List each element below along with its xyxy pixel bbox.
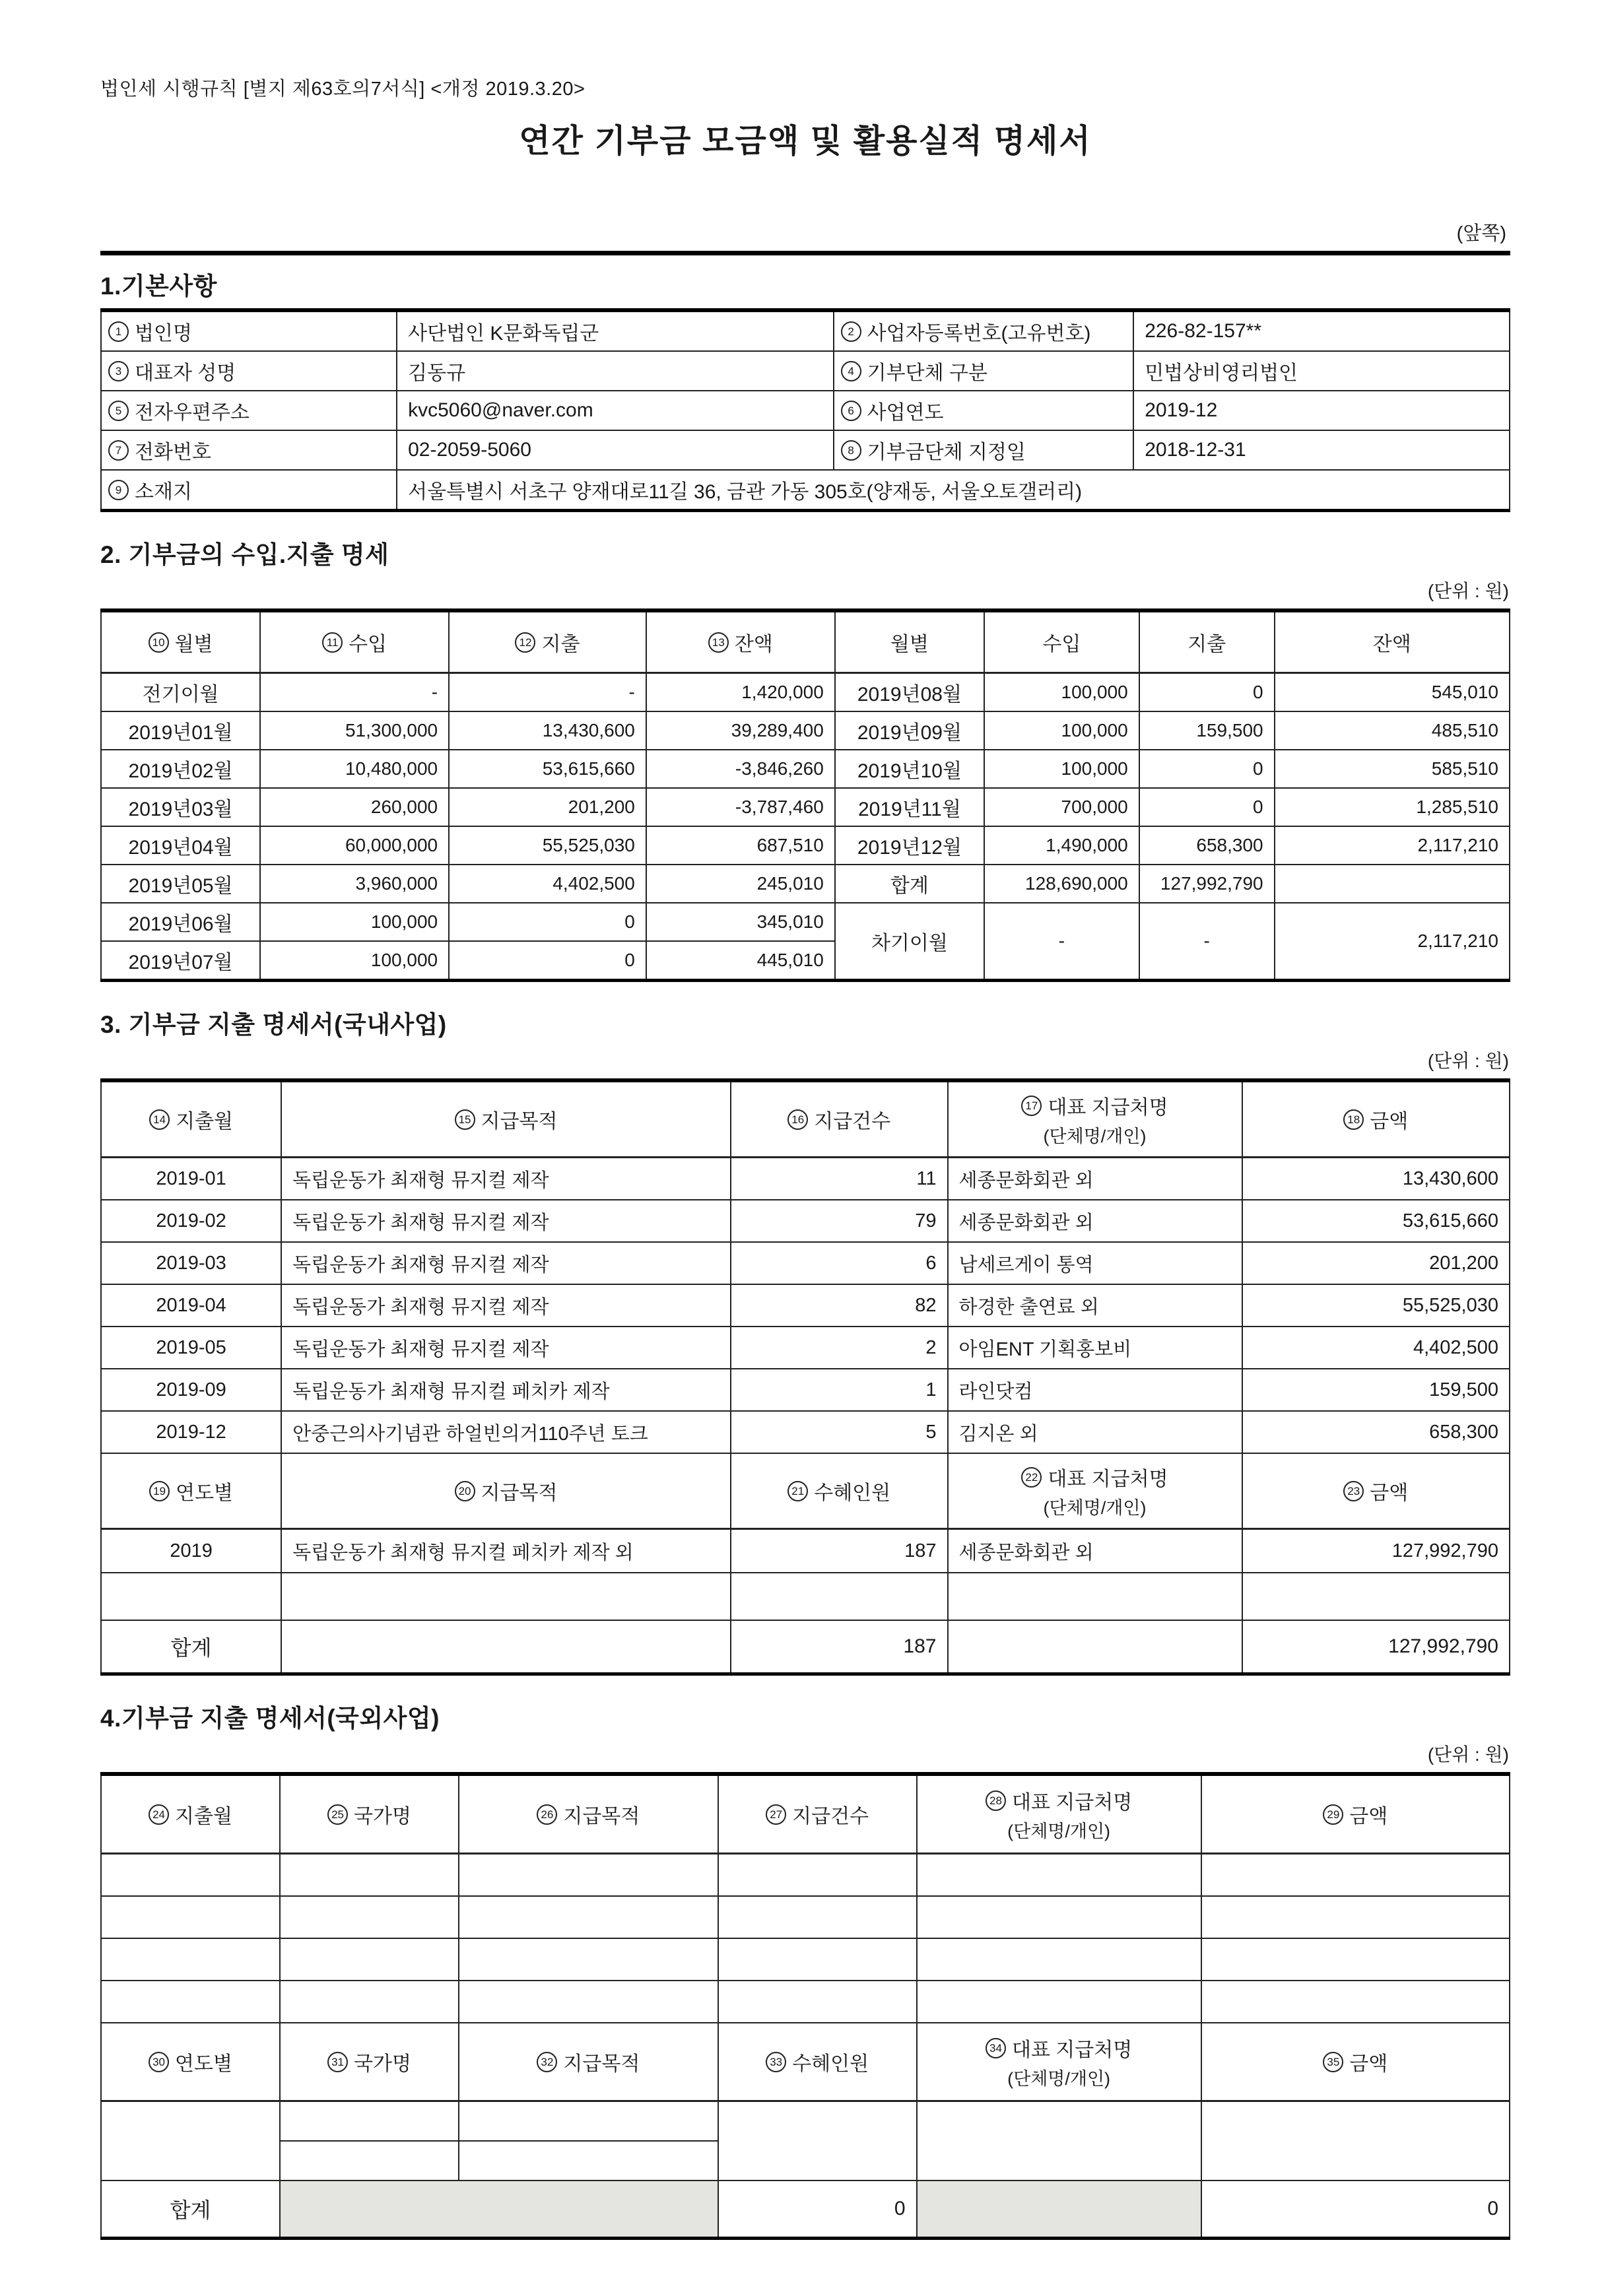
expense-cell: 0 bbox=[1139, 673, 1275, 712]
field-value: 사단법인 K문화독립군 bbox=[397, 310, 834, 351]
circled-number: 1 bbox=[108, 321, 129, 342]
empty-cell bbox=[718, 2101, 917, 2181]
empty-cell bbox=[280, 2141, 459, 2181]
col-header-month: 24 지출월 bbox=[101, 1774, 280, 1854]
purpose-cell: 안중근의사기념관 하얼빈의거110주년 토크 bbox=[281, 1411, 731, 1453]
col-header-count: 21 수혜인원 bbox=[731, 1453, 948, 1529]
circled-number: 19 bbox=[149, 1481, 170, 1501]
empty-row bbox=[101, 1981, 1510, 2023]
circled-number: 32 bbox=[537, 2052, 557, 2072]
col-header-count: 33 수혜인원 bbox=[718, 2023, 917, 2101]
col-header-amount: 23 금액 bbox=[1242, 1453, 1510, 1529]
col-header-expense2: 지출 bbox=[1139, 610, 1275, 673]
table-row bbox=[101, 826, 1510, 865]
payee-cell: 하경한 출연료 외 bbox=[948, 1284, 1242, 1327]
total-row bbox=[101, 2181, 1510, 2239]
empty-cell bbox=[459, 1854, 718, 1897]
circled-number: 20 bbox=[455, 1481, 475, 1501]
circled-number: 15 bbox=[455, 1109, 475, 1130]
table-row bbox=[101, 903, 1510, 941]
balance-cell: 2,117,210 bbox=[1275, 826, 1510, 865]
payee-cell: 아임ENT 기획홍보비 bbox=[948, 1327, 1242, 1369]
col-header-amount: 29 금액 bbox=[1201, 1774, 1510, 1854]
month-cell: 2019년07월 bbox=[101, 941, 260, 981]
col-header-country: 31 국가명 bbox=[280, 2023, 459, 2101]
month-cell: 전기이월 bbox=[101, 673, 260, 712]
empty-cell bbox=[459, 2101, 718, 2142]
expense-cell: 127,992,790 bbox=[1139, 865, 1275, 903]
purpose-cell: 독립운동가 최재형 뮤지컬 페치카 제작 외 bbox=[281, 1529, 731, 1573]
circled-number: 25 bbox=[327, 1804, 348, 1825]
total-label: 합계 bbox=[101, 1620, 281, 1674]
empty-cell bbox=[718, 1854, 917, 1897]
circled-number: 7 bbox=[108, 440, 129, 461]
expense-cell: 55,525,030 bbox=[449, 826, 646, 865]
empty-cell bbox=[280, 1896, 459, 1938]
income-cell: 260,000 bbox=[260, 788, 449, 826]
circled-number: 4 bbox=[841, 361, 861, 381]
empty-cell bbox=[280, 1854, 459, 1897]
empty-cell bbox=[101, 1981, 280, 2023]
circled-number: 18 bbox=[1343, 1109, 1364, 1130]
shaded-cell bbox=[280, 2181, 718, 2239]
total-label: 합계 bbox=[101, 2181, 280, 2239]
table-row bbox=[101, 1529, 1510, 1573]
purpose-cell: 독립운동가 최재형 뮤지컬 페치카 제작 bbox=[281, 1369, 731, 1411]
header-row bbox=[101, 2023, 1510, 2101]
balance-cell: 1,420,000 bbox=[646, 673, 835, 712]
balance-cell: 687,510 bbox=[646, 826, 835, 865]
income-cell: 100,000 bbox=[260, 903, 449, 941]
field-label: 4 기부단체 구분 bbox=[834, 351, 1134, 391]
income-cell: 100,000 bbox=[984, 673, 1139, 712]
circled-number: 35 bbox=[1323, 2052, 1343, 2072]
balance-cell bbox=[1275, 865, 1510, 903]
header-row bbox=[101, 1453, 1510, 1529]
balance-cell: 345,010 bbox=[646, 903, 835, 941]
col-header-expense: 12 지출 bbox=[449, 610, 646, 673]
table-row bbox=[101, 711, 1510, 750]
basic-info-table bbox=[100, 308, 1510, 512]
circled-number: 27 bbox=[766, 1804, 786, 1825]
monthly-io-table bbox=[100, 608, 1510, 982]
circled-number: 9 bbox=[108, 480, 129, 500]
expense-cell: - bbox=[1139, 903, 1275, 981]
balance-cell: 445,010 bbox=[646, 941, 835, 981]
table-row bbox=[101, 430, 1510, 470]
empty-cell bbox=[101, 1938, 280, 1981]
empty-cell bbox=[280, 1938, 459, 1981]
amount-cell: 55,525,030 bbox=[1242, 1284, 1510, 1327]
empty-cell bbox=[718, 1938, 917, 1981]
purpose-cell: 독립운동가 최재형 뮤지컬 제작 bbox=[281, 1284, 731, 1327]
amount-cell: 0 bbox=[1201, 2181, 1510, 2239]
count-cell: 82 bbox=[731, 1284, 948, 1327]
empty-cell bbox=[101, 2101, 280, 2181]
expense-cell: 159,500 bbox=[1139, 711, 1275, 750]
expense-cell: 0 bbox=[449, 903, 646, 941]
table-row bbox=[101, 1327, 1510, 1369]
month-cell: 2019-05 bbox=[101, 1327, 281, 1369]
amount-cell: 127,992,790 bbox=[1242, 1529, 1510, 1573]
table-row bbox=[101, 788, 1510, 826]
col-header-count: 27 지급건수 bbox=[718, 1774, 917, 1854]
circled-number: 31 bbox=[327, 2052, 348, 2072]
payee-cell: 라인닷컴 bbox=[948, 1369, 1242, 1411]
payee-cell: 김지온 외 bbox=[948, 1411, 1242, 1453]
balance-cell: 2,117,210 bbox=[1275, 903, 1510, 981]
col-header-count: 16 지급건수 bbox=[731, 1080, 948, 1158]
horizontal-rule bbox=[100, 251, 1510, 255]
col-header-month2: 월별 bbox=[835, 610, 984, 673]
table-row bbox=[101, 470, 1510, 511]
purpose-cell: 독립운동가 최재형 뮤지컬 제작 bbox=[281, 1158, 731, 1200]
domestic-expense-table bbox=[100, 1078, 1510, 1676]
circled-number: 11 bbox=[322, 632, 343, 653]
circled-number: 13 bbox=[708, 632, 729, 653]
unit-label: (단위 : 원) bbox=[1427, 1051, 1509, 1071]
circled-number: 23 bbox=[1343, 1481, 1364, 1501]
empty-cell bbox=[917, 1854, 1201, 1897]
amount-cell: 127,992,790 bbox=[1242, 1620, 1510, 1674]
empty-cell bbox=[917, 1896, 1201, 1938]
unit-label: (단위 : 원) bbox=[1427, 581, 1509, 601]
count-cell: 5 bbox=[731, 1411, 948, 1453]
total-label: 합계 bbox=[835, 865, 984, 903]
circled-number: 22 bbox=[1021, 1467, 1042, 1488]
field-value: 2019-12 bbox=[1133, 391, 1510, 430]
col-header-year: 30 연도별 bbox=[101, 2023, 280, 2101]
circled-number: 17 bbox=[1021, 1096, 1042, 1116]
expense-cell: 658,300 bbox=[1139, 826, 1275, 865]
field-value: 김동규 bbox=[397, 351, 834, 391]
circled-number: 29 bbox=[1323, 1804, 1343, 1825]
month-cell: 2019년04월 bbox=[101, 826, 260, 865]
balance-cell: 585,510 bbox=[1275, 750, 1510, 788]
income-cell: 100,000 bbox=[984, 750, 1139, 788]
field-value: 02-2059-5060 bbox=[397, 430, 834, 470]
total-row bbox=[101, 1620, 1510, 1674]
circled-number: 12 bbox=[515, 632, 535, 653]
unit-label: (단위 : 원) bbox=[1427, 1744, 1509, 1765]
empty-row bbox=[101, 1896, 1510, 1938]
empty-cell bbox=[1242, 1573, 1510, 1620]
month-cell: 2019년09월 bbox=[835, 711, 984, 750]
income-cell: 1,490,000 bbox=[984, 826, 1139, 865]
count-cell: 1 bbox=[731, 1369, 948, 1411]
purpose-cell: 독립운동가 최재형 뮤지컬 제작 bbox=[281, 1200, 731, 1242]
count-cell: 11 bbox=[731, 1158, 948, 1200]
month-cell: 2019년11월 bbox=[835, 788, 984, 826]
field-label: 2 사업자등록번호(고유번호) bbox=[834, 310, 1134, 351]
section3-heading: 3. 기부금 지출 명세서(국내사업) bbox=[100, 1011, 447, 1038]
regulation-note: 법인세 시행규칙 [별지 제63호의7서식] <개정 2019.3.20> bbox=[100, 79, 586, 100]
empty-row bbox=[101, 1854, 1510, 1897]
field-label: 1 법인명 bbox=[101, 310, 397, 351]
empty-cell bbox=[948, 1620, 1242, 1674]
empty-cell bbox=[917, 1981, 1201, 2023]
field-label: 7 전화번호 bbox=[101, 430, 397, 470]
col-header-payee: 22 대표 지급처명 (단체명/개인) bbox=[948, 1453, 1242, 1529]
balance-cell: 1,285,510 bbox=[1275, 788, 1510, 826]
field-value: 민법상비영리법인 bbox=[1133, 351, 1510, 391]
col-header-month: 14 지출월 bbox=[101, 1080, 281, 1158]
month-cell: 2019년08월 bbox=[835, 673, 984, 712]
empty-row bbox=[101, 2101, 1510, 2142]
month-cell: 2019년02월 bbox=[101, 750, 260, 788]
table-row bbox=[101, 391, 1510, 430]
col-header-income: 11 수입 bbox=[260, 610, 449, 673]
month-cell: 2019-01 bbox=[101, 1158, 281, 1200]
expense-cell: - bbox=[449, 673, 646, 712]
balance-cell: 245,010 bbox=[646, 865, 835, 903]
month-cell: 2019-09 bbox=[101, 1369, 281, 1411]
balance-cell: -3,787,460 bbox=[646, 788, 835, 826]
table-row bbox=[101, 310, 1510, 351]
empty-cell bbox=[1201, 1896, 1510, 1938]
count-cell: 2 bbox=[731, 1327, 948, 1369]
circled-number: 5 bbox=[108, 401, 129, 421]
balance-cell: 39,289,400 bbox=[646, 711, 835, 750]
count-cell: 0 bbox=[718, 2181, 917, 2239]
amount-cell: 4,402,500 bbox=[1242, 1327, 1510, 1369]
col-header-year: 19 연도별 bbox=[101, 1453, 281, 1529]
month-cell: 2019년06월 bbox=[101, 903, 260, 941]
month-cell: 2019-02 bbox=[101, 1200, 281, 1242]
month-cell: 2019-04 bbox=[101, 1284, 281, 1327]
col-header-purpose: 26 지급목적 bbox=[459, 1774, 718, 1854]
table-row bbox=[101, 1411, 1510, 1453]
table-row bbox=[101, 1284, 1510, 1327]
section2-heading: 2. 기부금의 수입.지출 명세 bbox=[100, 541, 389, 568]
table-row bbox=[101, 865, 1510, 903]
income-cell: 60,000,000 bbox=[260, 826, 449, 865]
col-header-country: 25 국가명 bbox=[280, 1774, 459, 1854]
col-header-payee: 34 대표 지급처명 (단체명/개인) bbox=[917, 2023, 1201, 2101]
income-cell: 100,000 bbox=[260, 941, 449, 981]
income-cell: 100,000 bbox=[984, 711, 1139, 750]
empty-cell bbox=[917, 1938, 1201, 1981]
field-label: 6 사업연도 bbox=[834, 391, 1134, 430]
expense-cell: 201,200 bbox=[449, 788, 646, 826]
income-cell: - bbox=[984, 903, 1139, 981]
payee-cell: 남세르게이 통역 bbox=[948, 1242, 1242, 1284]
field-value: kvc5060@naver.com bbox=[397, 391, 834, 430]
circled-number: 30 bbox=[149, 2052, 169, 2072]
income-cell: 128,690,000 bbox=[984, 865, 1139, 903]
empty-cell bbox=[281, 1573, 731, 1620]
payee-cell: 세종문화회관 외 bbox=[948, 1529, 1242, 1573]
overseas-expense-table bbox=[100, 1772, 1510, 2240]
amount-cell: 13,430,600 bbox=[1242, 1158, 1510, 1200]
field-value-address: 서울특별시 서초구 양재대로11길 36, 금관 가동 305호(양재동, 서울오토갤러리) bbox=[397, 470, 1510, 511]
header-row bbox=[101, 1080, 1510, 1158]
year-cell: 2019 bbox=[101, 1529, 281, 1573]
empty-cell bbox=[917, 2101, 1201, 2181]
empty-cell bbox=[459, 1981, 718, 2023]
circled-number: 26 bbox=[537, 1804, 557, 1825]
section1-heading: 1.기본사항 bbox=[100, 273, 217, 300]
col-header-balance: 13 잔액 bbox=[646, 610, 835, 673]
empty-cell bbox=[1201, 1938, 1510, 1981]
expense-cell: 0 bbox=[1139, 788, 1275, 826]
income-cell: 3,960,000 bbox=[260, 865, 449, 903]
col-header-amount: 35 금액 bbox=[1201, 2023, 1510, 2101]
field-label: 3 대표자 성명 bbox=[101, 351, 397, 391]
circled-number: 8 bbox=[841, 440, 861, 461]
circled-number: 14 bbox=[149, 1109, 170, 1130]
circled-number: 6 bbox=[841, 401, 861, 421]
form-title: 연간 기부금 모금액 및 활용실적 명세서 bbox=[519, 123, 1092, 159]
month-cell: 2019년03월 bbox=[101, 788, 260, 826]
circled-number: 24 bbox=[149, 1804, 169, 1825]
table-row bbox=[101, 351, 1510, 391]
field-label: 9 소재지 bbox=[101, 470, 397, 511]
purpose-cell: 독립운동가 최재형 뮤지컬 제작 bbox=[281, 1242, 731, 1284]
count-cell: 79 bbox=[731, 1200, 948, 1242]
col-header-payee: 28 대표 지급처명 (단체명/개인) bbox=[917, 1774, 1201, 1854]
income-cell: 700,000 bbox=[984, 788, 1139, 826]
expense-cell: 4,402,500 bbox=[449, 865, 646, 903]
month-cell: 2019-12 bbox=[101, 1411, 281, 1453]
payee-cell: 세종문화회관 외 bbox=[948, 1158, 1242, 1200]
empty-row bbox=[101, 1938, 1510, 1981]
header-row bbox=[101, 610, 1510, 673]
table-row bbox=[101, 1158, 1510, 1200]
circled-number: 2 bbox=[841, 321, 861, 342]
col-header-purpose: 15 지급목적 bbox=[281, 1080, 731, 1158]
col-header-income2: 수입 bbox=[984, 610, 1139, 673]
empty-cell bbox=[280, 2101, 459, 2142]
empty-cell bbox=[280, 1981, 459, 2023]
empty-cell bbox=[1201, 1854, 1510, 1897]
month-cell: 2019년01월 bbox=[101, 711, 260, 750]
amount-cell: 53,615,660 bbox=[1242, 1200, 1510, 1242]
income-cell: 51,300,000 bbox=[260, 711, 449, 750]
empty-cell bbox=[1201, 2101, 1510, 2181]
field-label: 8 기부금단체 지정일 bbox=[834, 430, 1134, 470]
count-cell: 187 bbox=[731, 1529, 948, 1573]
table-row bbox=[101, 1369, 1510, 1411]
col-header-payee: 17 대표 지급처명 (단체명/개인) bbox=[948, 1080, 1242, 1158]
col-header-balance2: 잔액 bbox=[1275, 610, 1510, 673]
col-header-purpose: 20 지급목적 bbox=[281, 1453, 731, 1529]
count-cell: 187 bbox=[731, 1620, 948, 1674]
purpose-cell: 독립운동가 최재형 뮤지컬 제작 bbox=[281, 1327, 731, 1369]
field-label: 5 전자우편주소 bbox=[101, 391, 397, 430]
empty-cell bbox=[101, 1854, 280, 1897]
table-row bbox=[101, 750, 1510, 788]
empty-cell bbox=[101, 1573, 281, 1620]
empty-cell bbox=[718, 1981, 917, 2023]
circled-number: 21 bbox=[787, 1481, 808, 1501]
empty-cell bbox=[281, 1620, 731, 1674]
table-row bbox=[101, 1200, 1510, 1242]
expense-cell: 0 bbox=[449, 941, 646, 981]
month-cell: 2019년12월 bbox=[835, 826, 984, 865]
amount-cell: 201,200 bbox=[1242, 1242, 1510, 1284]
circled-number: 28 bbox=[986, 1790, 1006, 1811]
circled-number: 3 bbox=[108, 361, 129, 381]
header-row bbox=[101, 1774, 1510, 1854]
amount-cell: 159,500 bbox=[1242, 1369, 1510, 1411]
balance-cell: -3,846,260 bbox=[646, 750, 835, 788]
section4-heading: 4.기부금 지출 명세서(국외사업) bbox=[100, 1705, 440, 1732]
expense-cell: 13,430,600 bbox=[449, 711, 646, 750]
empty-cell bbox=[459, 1896, 718, 1938]
table-row bbox=[101, 1242, 1510, 1284]
month-cell: 2019-03 bbox=[101, 1242, 281, 1284]
empty-cell bbox=[948, 1573, 1242, 1620]
month-cell: 2019년10월 bbox=[835, 750, 984, 788]
empty-row bbox=[101, 1573, 1510, 1620]
circled-number: 16 bbox=[787, 1109, 808, 1130]
field-value: 226-82-157** bbox=[1133, 310, 1510, 351]
empty-cell bbox=[718, 1896, 917, 1938]
carry-label: 차기이월 bbox=[835, 903, 984, 981]
circled-number: 34 bbox=[986, 2038, 1006, 2058]
empty-cell bbox=[1201, 1981, 1510, 2023]
expense-cell: 53,615,660 bbox=[449, 750, 646, 788]
col-header-month: 10 월별 bbox=[101, 610, 260, 673]
circled-number: 33 bbox=[766, 2052, 786, 2072]
col-header-purpose: 32 지급목적 bbox=[459, 2023, 718, 2101]
income-cell: 10,480,000 bbox=[260, 750, 449, 788]
table-row bbox=[101, 673, 1510, 712]
income-cell: - bbox=[260, 673, 449, 712]
balance-cell: 485,510 bbox=[1275, 711, 1510, 750]
expense-cell: 0 bbox=[1139, 750, 1275, 788]
month-cell: 2019년05월 bbox=[101, 865, 260, 903]
front-side-label: (앞쪽) bbox=[1456, 223, 1506, 244]
balance-cell: 545,010 bbox=[1275, 673, 1510, 712]
amount-cell: 658,300 bbox=[1242, 1411, 1510, 1453]
empty-cell bbox=[459, 2141, 718, 2181]
col-header-amount: 18 금액 bbox=[1242, 1080, 1510, 1158]
field-value: 2018-12-31 bbox=[1133, 430, 1510, 470]
circled-number: 10 bbox=[149, 632, 169, 653]
count-cell: 6 bbox=[731, 1242, 948, 1284]
payee-cell: 세종문화회관 외 bbox=[948, 1200, 1242, 1242]
empty-cell bbox=[101, 1896, 280, 1938]
empty-cell bbox=[731, 1573, 948, 1620]
shaded-cell bbox=[917, 2181, 1201, 2239]
empty-cell bbox=[459, 1938, 718, 1981]
